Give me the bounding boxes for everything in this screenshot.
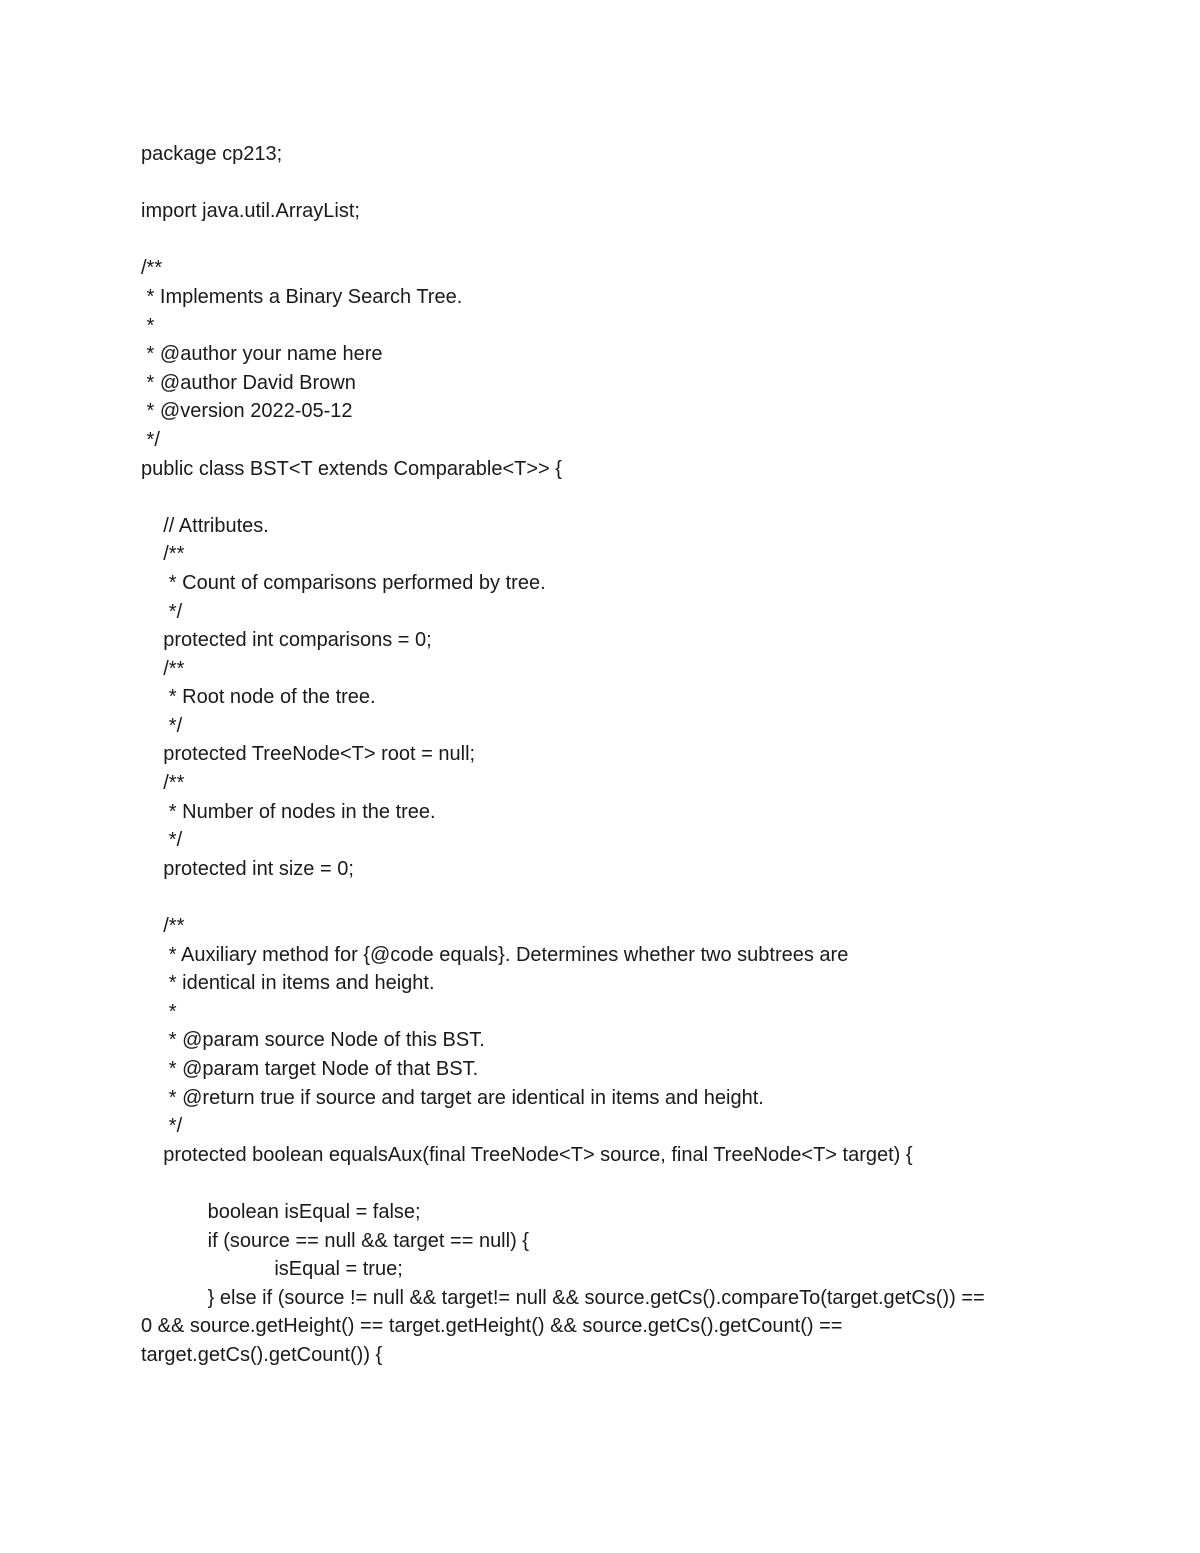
code-line: /** (141, 772, 185, 795)
code-line: * identical in items and height. (141, 972, 435, 995)
code-line: * @return true if source and target are identical in items and height. (141, 1086, 764, 1109)
code-line: * @param target Node of that BST. (141, 1058, 479, 1080)
code-line: /** (141, 543, 185, 566)
code-line: * Implements a Binary Search Tree. (141, 285, 463, 308)
code-line: } else if (source != null && target!= null && source.getCs().compareTo(target.getCs()) == (141, 1286, 985, 1309)
code-line: protected TreeNode<T> root = null; (141, 743, 476, 766)
code-line: /** (141, 257, 163, 280)
code-line (141, 883, 1071, 912)
code-line: protected int comparisons = 0; (141, 629, 432, 652)
code-line: target.getCs().getCount()) { (141, 1343, 383, 1366)
code-line: * Number of nodes in the tree. (141, 800, 436, 823)
code-line: * @param source Node of this BST. (141, 1029, 485, 1052)
code-line: * Root node of the tree. (141, 686, 376, 709)
code-line: boolean isEqual = false; (141, 1200, 421, 1223)
code-line: if (source == null && target == null) { (141, 1229, 529, 1252)
code-line: */ (141, 829, 183, 852)
code-line: */ (141, 714, 183, 737)
code-line: * Auxiliary method for {@code equals}. Determines whether two subtrees are (141, 943, 849, 966)
code-line: * @version 2022-05-12 (141, 400, 353, 423)
code-line (141, 1169, 1071, 1198)
code-line: * @author David Brown (141, 371, 356, 394)
code-line: * @author your name here (141, 343, 383, 366)
code-line: /** (141, 657, 185, 680)
code-line: * Count of comparisons performed by tree. (141, 571, 546, 594)
code-line: */ (141, 1115, 183, 1138)
code-line (141, 226, 1071, 255)
code-line: * (141, 314, 155, 337)
code-line: 0 && source.getHeight() == target.getHeight() && source.getCs().getCount() == (141, 1315, 843, 1338)
code-line (141, 169, 1071, 198)
code-line: protected boolean equalsAux(final TreeNode<T> source, final TreeNode<T> target) { (141, 1143, 913, 1166)
code-line: import java.util.ArrayList; (141, 200, 360, 223)
code-line: public class BST<T extends Comparable<T>> { (141, 457, 562, 480)
code-line: * (141, 1000, 177, 1023)
source-code-block (141, 140, 1071, 1370)
code-line: isEqual = true; (141, 1258, 403, 1281)
code-line: */ (141, 428, 160, 451)
code-line (141, 483, 1071, 512)
code-line: */ (141, 600, 183, 623)
code-line: // Attributes. (141, 514, 269, 537)
code-line: package cp213; (141, 143, 283, 165)
code-line: /** (141, 915, 185, 938)
code-line: protected int size = 0; (141, 857, 354, 880)
